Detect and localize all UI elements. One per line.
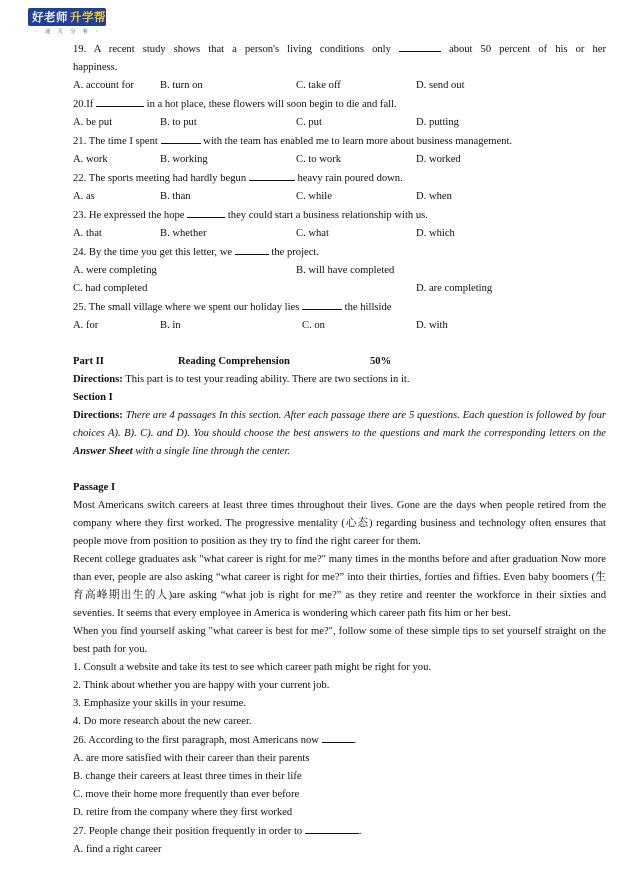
passage-title: Passage I: [73, 482, 116, 493]
question-stem-tail: about 50 percent of his or her: [448, 44, 606, 55]
part-heading: [73, 353, 606, 371]
option-b: B. turn on: [160, 80, 203, 91]
option-b: B. change their careers at least three times in their life: [73, 771, 302, 782]
passage-paragraph-1: Most Americans switch careers at least three times throughout their lives. Gone are the days when people retired from the company where they first worked. The progressive mentality (心态) regarding business and technology often ensures that people move from position to position as they try to find the right career for them.: [73, 500, 606, 547]
question-21: [73, 132, 606, 151]
question-stem: The small village where we spent our holiday lies: [88, 302, 300, 313]
tip-2: 2. Think about whether you are happy with your current job.: [73, 680, 330, 691]
answer-blank: [187, 206, 225, 218]
logo-badge: [28, 8, 106, 26]
answer-blank: [399, 40, 441, 52]
option-c: C. to work: [296, 154, 342, 165]
options-20: [73, 114, 606, 132]
option-a: A. as: [73, 191, 95, 202]
tip-4: 4. Do more research about the new career.: [73, 716, 252, 727]
option-b: B. to put: [160, 117, 197, 128]
question-number: 20.If: [73, 99, 94, 110]
logo-tagline: · 通 关 分 析 ·: [36, 29, 101, 35]
option-d: D. with: [416, 320, 448, 331]
option-d: D. are completing: [416, 283, 493, 294]
question-stem: A recent study shows that a person's living conditions only: [93, 44, 391, 55]
question-27: [73, 822, 606, 841]
question-stem: 27. People change their position frequently in order to: [73, 826, 303, 837]
directions-label: Directions:: [73, 410, 123, 421]
option-b: B. than: [160, 191, 191, 202]
option-b: B. whether: [160, 228, 207, 239]
question-19: [73, 40, 606, 59]
question-number: 23.: [73, 210, 87, 221]
option-c: C. while: [296, 191, 332, 202]
question-22: [73, 169, 606, 188]
tip-1: 1. Consult a website and take its test to see which career path might be right for you.: [73, 662, 432, 673]
option-b: B. will have completed: [296, 265, 395, 276]
option-c: C. what: [296, 228, 329, 239]
passage-paragraph-3: When you find yourself asking "what career is best for me?", follow some of these simple tips to set yourself straight on the best path for you.: [73, 626, 606, 655]
option-d: D. putting: [416, 117, 459, 128]
options-23: [73, 225, 606, 243]
option-c: C. on: [302, 320, 325, 331]
answer-blank: [249, 169, 295, 181]
question-25: [73, 298, 606, 317]
exam-content: [73, 40, 606, 859]
option-d: D. retire from the company where they first worked: [73, 807, 293, 818]
answer-blank: [161, 132, 201, 144]
option-c: C. put: [296, 117, 322, 128]
options-21: [73, 151, 606, 169]
option-c: C. take off: [296, 80, 341, 91]
options-19: [73, 77, 606, 95]
tip-3: 3. Emphasize your skills in your resume.: [73, 698, 247, 709]
question-number: 25.: [73, 302, 87, 313]
question-stem-tail: in a hot place, these flowers will soon begin to die and fall.: [146, 99, 397, 110]
question-20: [73, 95, 606, 114]
option-a: A. that: [73, 228, 102, 239]
answer-blank: [302, 298, 342, 310]
options-24-row2: [73, 280, 606, 298]
logo-accent-text: 升学帮: [70, 10, 106, 24]
option-d: D. worked: [416, 154, 461, 165]
question-stem-tail: they could start a business relationship with us.: [227, 210, 428, 221]
option-d: D. which: [416, 228, 455, 239]
answer-blank: [96, 95, 144, 107]
question-stem: 26. According to the first paragraph, most Americans now: [73, 735, 319, 746]
question-number: 22.: [73, 173, 87, 184]
question-stem-tail: heavy rain poured down.: [297, 173, 403, 184]
answer-blank: [305, 822, 359, 834]
option-a: A. are more satisfied with their career than their parents: [73, 753, 310, 764]
passage-paragraph-2: Recent college graduates ask "what career is right for me?" many times in the months before and after graduation Now more than ever, people are also asking “what career is right for me?” into their thirties, forties and fifties. Even baby boomers (生育高峰期出生的人)are asking “what job is right for me?” as they retire and reenter the workforce in their sixties and seventies. It seems that every employee in America is wondering which career path fits him or her best.: [73, 554, 606, 619]
options-25: [73, 317, 606, 335]
option-a: A. were completing: [73, 265, 157, 276]
answer-sheet-phrase: Answer Sheet: [73, 446, 133, 457]
options-24-row1: [73, 262, 606, 280]
question-stem: The sports meeting had hardly begun: [88, 173, 247, 184]
directions-text-end: with a single line through the center.: [132, 446, 291, 457]
option-c: C. had completed: [73, 283, 148, 294]
spacer: [73, 461, 606, 479]
options-22: [73, 188, 606, 206]
option-a: A. be put: [73, 117, 113, 128]
part-title: Reading Comprehension: [178, 356, 290, 367]
question-26: [73, 731, 606, 750]
question-number: 19.: [73, 44, 87, 55]
directions-text: This part is to test your reading ability. There are two sections in it.: [122, 374, 410, 385]
option-a: A. find a right career: [73, 844, 162, 855]
directions-label: Directions:: [73, 374, 123, 385]
part-label: Part II: [73, 356, 104, 367]
question-stem: By the time you get this letter, we: [88, 247, 233, 258]
answer-blank: [322, 731, 354, 743]
question-23: [73, 206, 606, 225]
question-stem: He expressed the hope: [88, 210, 185, 221]
answer-blank: [235, 243, 269, 255]
question-number: 21.: [73, 136, 87, 147]
option-c: C. move their home more frequently than ever before: [73, 789, 300, 800]
question-stem-tail: the hillside: [344, 302, 392, 313]
option-a: A. for: [73, 320, 99, 331]
spacer: [73, 335, 606, 353]
brand-logo: [28, 8, 106, 36]
option-d: D. when: [416, 191, 452, 202]
logo-brand-text: 好老师: [32, 10, 68, 24]
question-19-cont: happiness.: [73, 62, 118, 73]
question-24: [73, 243, 606, 262]
question-stem-tail: the project.: [271, 247, 320, 258]
section-heading: Section I: [73, 392, 113, 403]
option-d: D. send out: [416, 80, 465, 91]
option-a: A. work: [73, 154, 108, 165]
option-b: B. in: [160, 320, 181, 331]
directions-text: There are 4 passages In this section. After each passage there are 5 questions. Each question is followed by four choices A). B). C). and D). You should choose the best answers to the questions and mark the corresponding letters on the: [73, 410, 606, 439]
part-score: 50%: [370, 356, 392, 367]
question-stem-tail: .: [358, 826, 362, 837]
option-a: A. account for: [73, 80, 134, 91]
question-stem-tail: with the team has enabled me to learn more about business management.: [203, 136, 513, 147]
question-number: 24.: [73, 247, 87, 258]
question-stem-tail: .: [353, 735, 357, 746]
question-stem: The time I spent: [88, 136, 158, 147]
directions-1: [73, 371, 606, 389]
option-b: B. working: [160, 154, 208, 165]
directions-2: [73, 407, 606, 461]
